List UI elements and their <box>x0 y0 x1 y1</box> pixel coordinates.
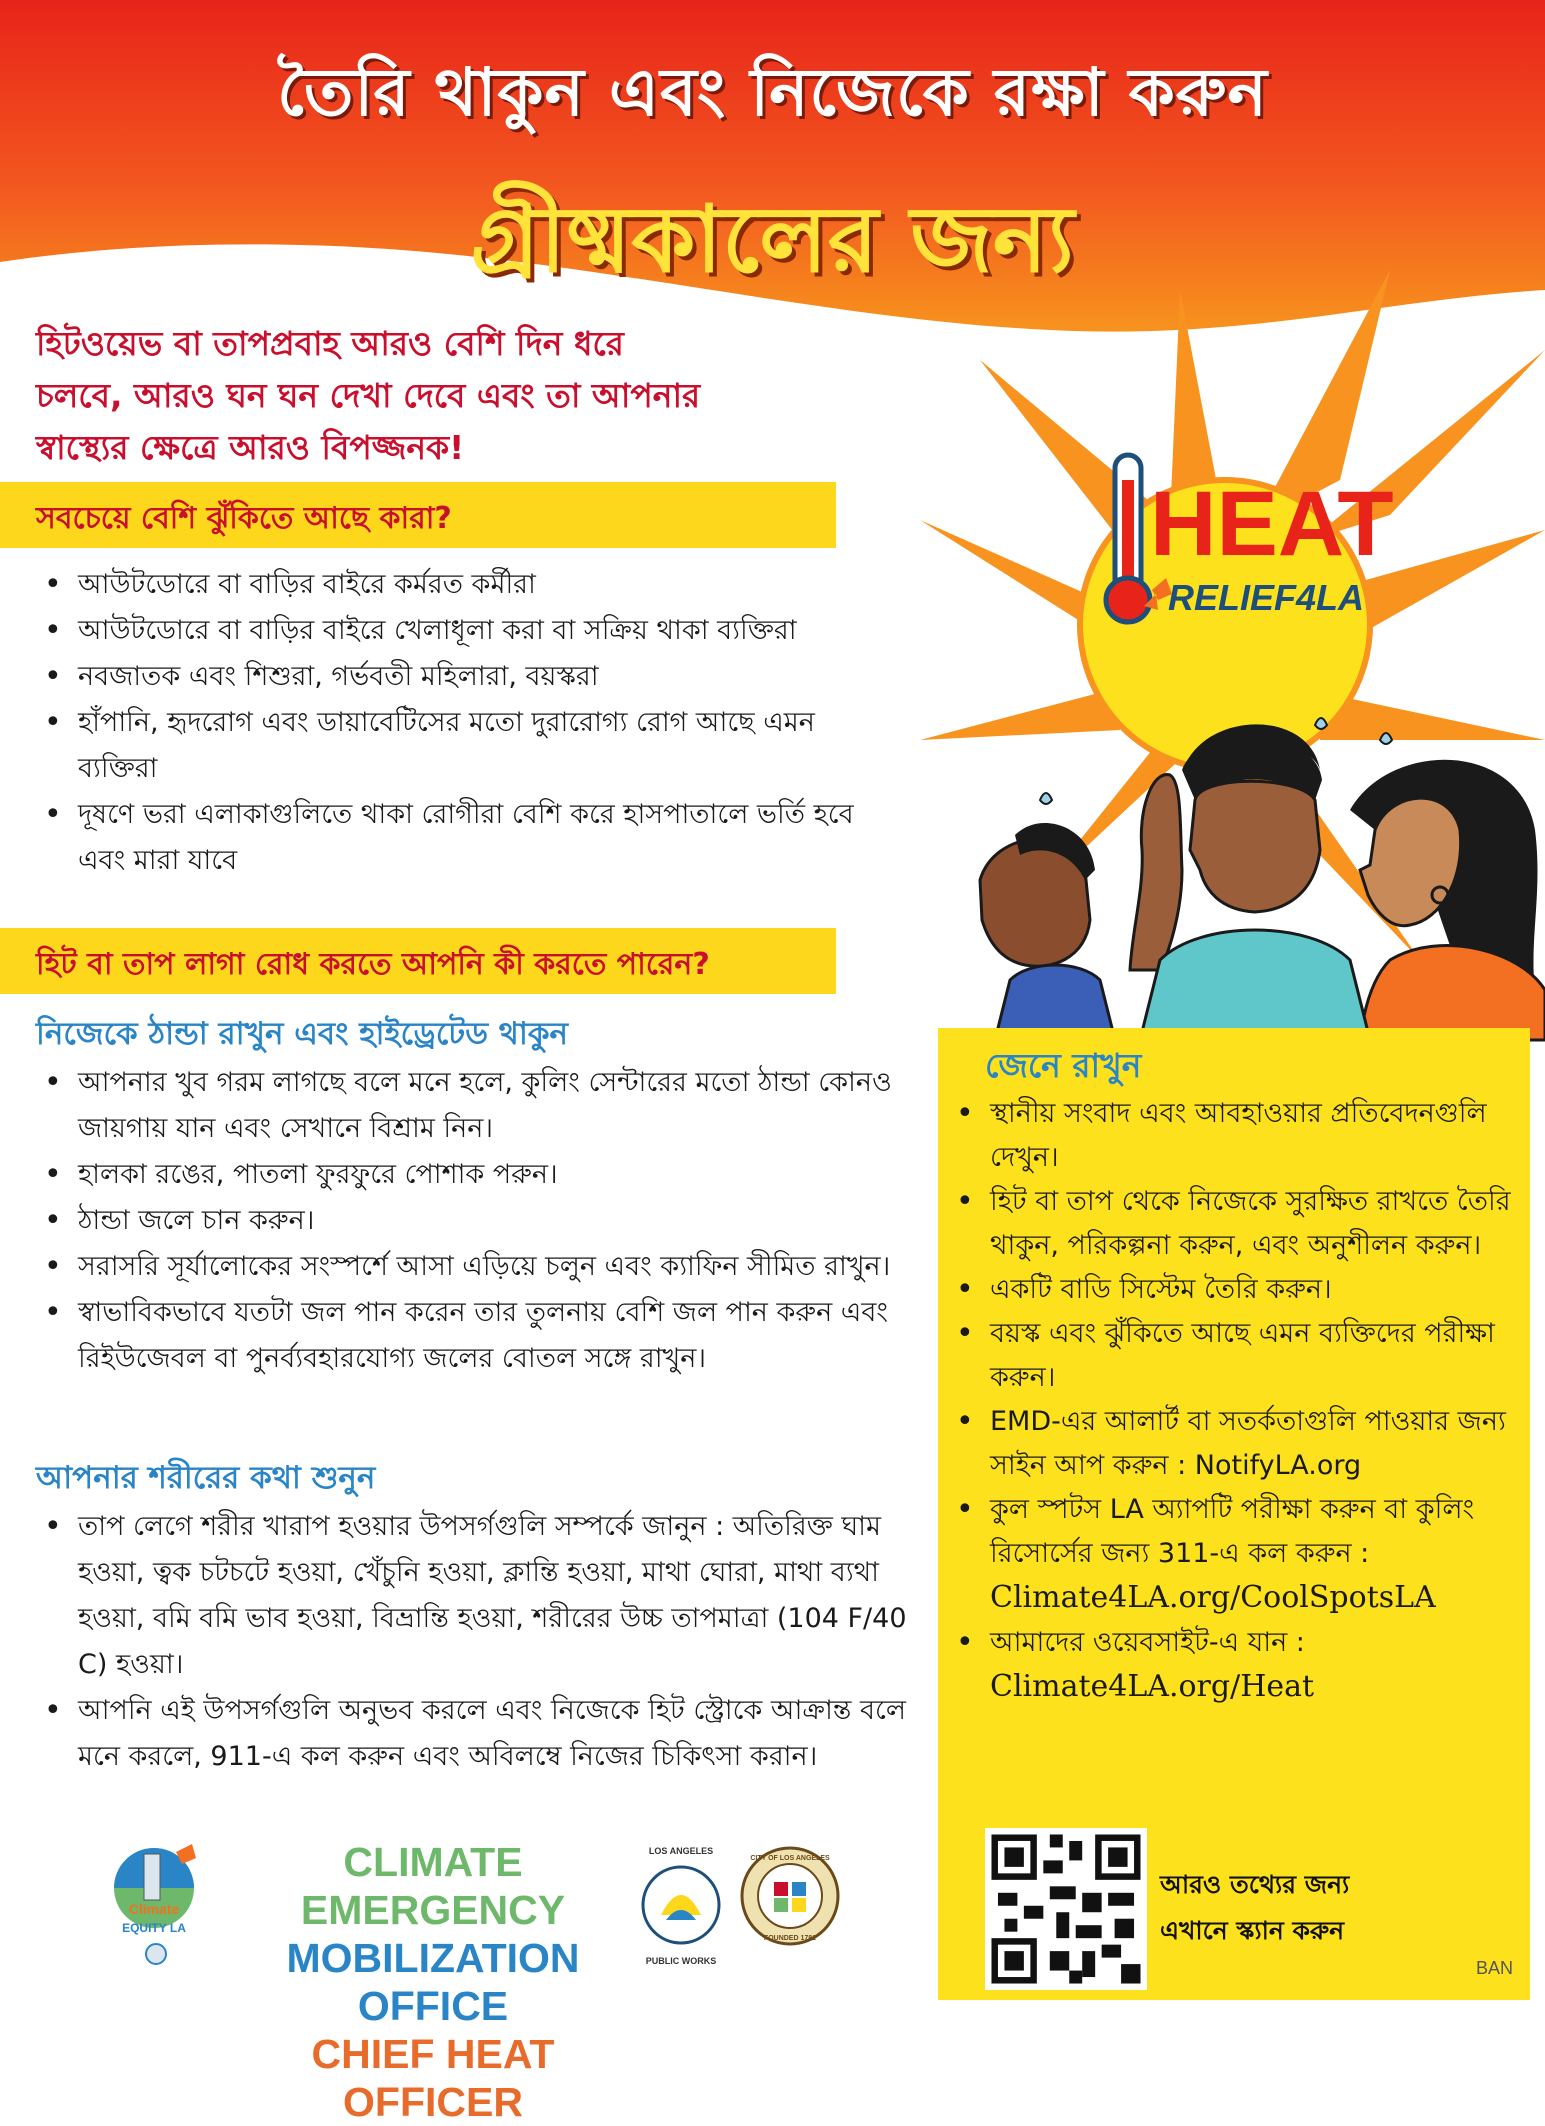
list-item: • ঠান্ডা জলে চান করুন। <box>36 1198 916 1244</box>
qr-caption-line-1: আরও তথ্যের জন্য <box>1160 1870 1350 1899</box>
qr-code[interactable] <box>985 1828 1147 1990</box>
pw-bottom-text: PUBLIC WORKS <box>645 1956 717 1966</box>
list-item: • হাঁপানি, হৃদরোগ এবং ডায়াবেটিসের মতো দুরারোগ্য রোগ আছে এমন ব্যক্তিরা <box>36 700 876 792</box>
coolspots-text: কুল স্পটস LA অ্যাপটি পরীক্ষা করুন বা কুলিং রিসোর্সের জন্য 311-এ কল করুন : <box>990 1494 1475 1569</box>
heat-relief-illustration <box>920 270 1545 1040</box>
list-item: • বয়স্ক এবং ঝুঁকিতে আছে এমন ব্যক্তিদের পরীক্ষা করুন। <box>948 1312 1518 1400</box>
language-code: BAN <box>1476 1958 1514 1978</box>
list-item <box>948 1621 1518 1710</box>
ce-logo-word: Climate <box>128 1901 180 1917</box>
intro-text <box>36 318 836 474</box>
list-item: • আপনি এই উপসর্গগুলি অনুভব করলে এবং নিজেকে হিট স্ট্রোকে আক্রান্ত বলে মনে করলে, 911-এ কল করুন এবং অবিলম্বে নিজের চিকিৎসা করান। <box>36 1688 916 1780</box>
climate-equity-la-logo <box>104 1840 214 1970</box>
title-line-1: তৈরি থাকুন এবং নিজেকে রক্ষা করুন <box>277 54 1268 131</box>
seal-text: CITY OF LOS ANGELES <box>750 1855 830 1862</box>
pw-top-text: LOS ANGELES <box>648 1846 714 1856</box>
list-item: • সরাসরি সূর্যালোকের সংস্পর্শে আসা এড়িয়ে চলুন এবং ক্যাফিন সীমিত রাখুন। <box>36 1244 916 1290</box>
know-list <box>948 1092 1518 1710</box>
list-item: • আউটডোরে বা বাড়ির বাইরে কর্মরত কর্মীরা <box>36 562 876 608</box>
ce-logo-sub: EQUITY LA <box>122 1921 186 1935</box>
intro-line-3: স্বাস্থ্যের ক্ষেত্রে আরও বিপজ্জনক! <box>36 428 465 467</box>
list-item: • হালকা রঙের, পাতলা ফুরফুরে পোশাক পরুন। <box>36 1152 916 1198</box>
logo-heat: HEAT <box>1150 473 1394 575</box>
list-item: • নবজাতক এবং শিশুরা, গর্ভবতী মহিলারা, বয়স্করা <box>36 654 876 700</box>
qr-caption-line-2: এখানে স্ক্যান করুন <box>1160 1916 1345 1945</box>
list-item <box>948 1400 1518 1488</box>
stay-cool-list <box>36 1060 916 1382</box>
city-of-la-seal <box>740 1846 840 1946</box>
intro-line-1: হিটওয়েভ বা তাপপ্রবাহ আরও বেশি দিন ধরে <box>36 324 624 363</box>
listen-body-list <box>36 1504 916 1780</box>
list-item: • আপনার খুব গরম লাগছে বলে মনে হলে, কুলিং সেন্টারের মতো ঠান্ডা কোনও জায়গায় যান এবং সেখানে বিশ্রাম নিন। <box>36 1060 916 1152</box>
risk-heading: সবচেয়ে বেশি ঝুঁকিতে আছে কারা? <box>36 501 452 536</box>
intro-line-2: চলবে, আরও ঘন ঘন দেখা দেবে এবং তা আপনার <box>36 376 701 415</box>
cemo-line-3: CHIEF HEAT OFFICER <box>311 2031 555 2125</box>
cemo-line-2: MOBILIZATION OFFICE <box>286 1935 580 2029</box>
notify-text: EMD-এর আলার্ট বা সতর্কতাগুলি পাওয়ার জন্য সাইন আপ করুন : NotifyLA.org <box>990 1406 1506 1481</box>
people-illustration <box>980 718 1545 1040</box>
logo-relief: RELIEF4LA <box>1168 577 1365 618</box>
coolspots-link[interactable]: Climate4LA.org/CoolSpotsLA <box>990 1580 1436 1615</box>
list-item: • দূষণে ভরা এলাকাগুলিতে থাকা রোগীরা বেশি করে হাসপাতালে ভর্তি হবে এবং মারা যাবে <box>36 792 876 884</box>
list-item: • স্বাভাবিকভাবে যতটা জল পান করেন তার তুলনায় বেশি জল পান করুন এবং রিইউজেবল বা পুনর্ব্যবহারযোগ্য জলের বোতল সঙ্গে রাখুন। <box>36 1290 916 1382</box>
seal-founded-text: FOUNDED 1781 <box>763 1935 817 1942</box>
qr-caption <box>1160 1862 1349 1954</box>
website-text: আমাদের ওয়েবসাইট-এ যান : <box>990 1627 1305 1658</box>
prevent-heading: হিট বা তাপ লাগা রোধ করতে আপনি কী করতে পারেন? <box>36 947 710 982</box>
cemo-logo-text <box>248 1838 618 2126</box>
risk-list <box>36 562 876 884</box>
list-item: • একটি বাডি সিস্টেম তৈরি করুন। <box>948 1268 1518 1312</box>
list-item: • তাপ লেগে শরীর খারাপ হওয়ার উপসর্গগুলি সম্পর্কে জানুন : অতিরিক্ত ঘাম হওয়া, ত্বক চটচটে হওয়া, খেঁচুনি হওয়া, ক্লান্তি হওয়া, মাথা ঘোরা, মাথা ব্যথা হওয়া, বমি বমি ভাব হওয়া, বিভ্রান্তি হওয়া, শরীরের উচ্চ তাপমাত্রা (104 F/40 C) হওয়া। <box>36 1504 916 1688</box>
heat-link[interactable]: Climate4LA.org/Heat <box>990 1669 1315 1704</box>
subhead-listen-body: আপনার শরীরের কথা শুনুন <box>36 1460 376 1496</box>
know-title: জেনে রাখুন <box>985 1046 1142 1085</box>
title-line-2: গ্রীষ্মকালের জন্য <box>470 186 1075 293</box>
subhead-stay-cool: নিজেকে ঠান্ডা রাখুন এবং হাইড্রেটেড থাকুন <box>36 1016 569 1052</box>
cemo-line-1: CLIMATE EMERGENCY <box>300 1839 566 1933</box>
list-item: • হিট বা তাপ থেকে নিজেকে সুরক্ষিত রাখতে তৈরি থাকুন, পরিকল্পনা করুন, এবং অনুশীলন করুন। <box>948 1180 1518 1268</box>
list-item: • আউটডোরে বা বাড়ির বাইরে খেলাধূলা করা বা সক্রিয় থাকা ব্যক্তিরা <box>36 608 876 654</box>
public-works-logo <box>636 1840 726 1970</box>
list-item <box>948 1488 1518 1621</box>
list-item: • স্থানীয় সংবাদ এবং আবহাওয়ার প্রতিবেদনগুলি দেখুন। <box>948 1092 1518 1180</box>
